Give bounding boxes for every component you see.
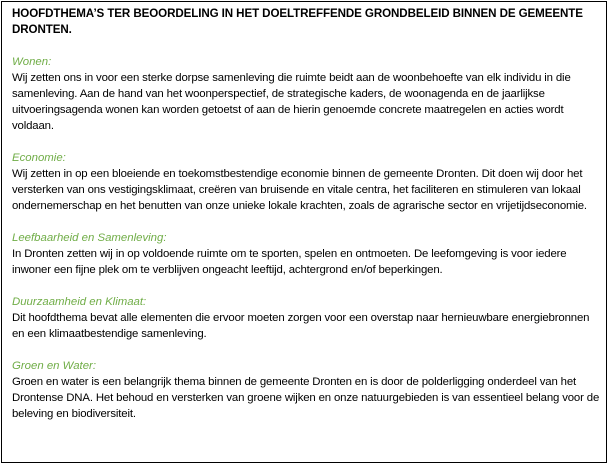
section-heading: Economie: — [12, 152, 66, 164]
section-heading: Leefbaarheid en Samenleving: — [12, 232, 167, 244]
section-heading: Groen en Water: — [12, 360, 96, 372]
section-heading: Wonen: — [12, 56, 52, 68]
section-heading: Duurzaamheid en Klimaat: — [12, 296, 147, 308]
section-body: In Dronten zetten wij in op voldoende ruimte om te sporten, spelen en ontmoeten. De leefomgeving is voor iedere inwoner een fijne plek om te verblijven ongeacht leeftijd, achtergrond en/of beperkingen. — [12, 248, 567, 276]
section-economie — [12, 150, 600, 214]
section-body: Wij zetten ons in voor een sterke dorpse samenleving die ruimte beidt aan de woonbehoefte van elk individu in die samenleving. Aan de hand van het woonperspectief, de strategische kaders, de woonagenda en de jaarlijkse uitvoeringsagenda wonen kan worden getoetst of aan de hierin genoemde concrete maatregelen en acties wordt voldaan. — [12, 72, 571, 132]
section-groen-water — [12, 358, 600, 422]
document-frame — [1, 1, 607, 463]
section-body: Groen en water is een belangrijk thema binnen de gemeente Dronten en is door de polderligging onderdeel van het Drontense DNA. Het behoud en versterken van groene wijken en onze natuurgebieden is van essentieel belang voor de beleving en biodiversiteit. — [12, 376, 600, 420]
document-title: HOOFDTHEMA’S TER BEOORDELING IN HET DOELTREFFENDE GRONDBELEID BINNEN DE GEMEENTE DRONTEN. — [12, 7, 583, 36]
section-wonen — [12, 54, 600, 134]
section-body: Dit hoofdthema bevat alle elementen die ervoor moeten zorgen voor een overstap naar hernieuwbare energiebronnen en een klimaatbestendige samenleving. — [12, 312, 590, 340]
section-leefbaarheid — [12, 230, 600, 278]
section-body: Wij zetten in op een bloeiende en toekomstbestendige economie binnen de gemeente Dronten. Dit doen wij door het versterken van ons vestigingsklimaat, creëren van bruisende en vitale centra, het faciliteren en stimuleren van lokaal ondernemerschap en het benutten van onze unieke lokale krachten, zoals de agrarische sector en vrijetijdseconomie. — [12, 168, 587, 212]
section-duurzaamheid — [12, 294, 600, 342]
